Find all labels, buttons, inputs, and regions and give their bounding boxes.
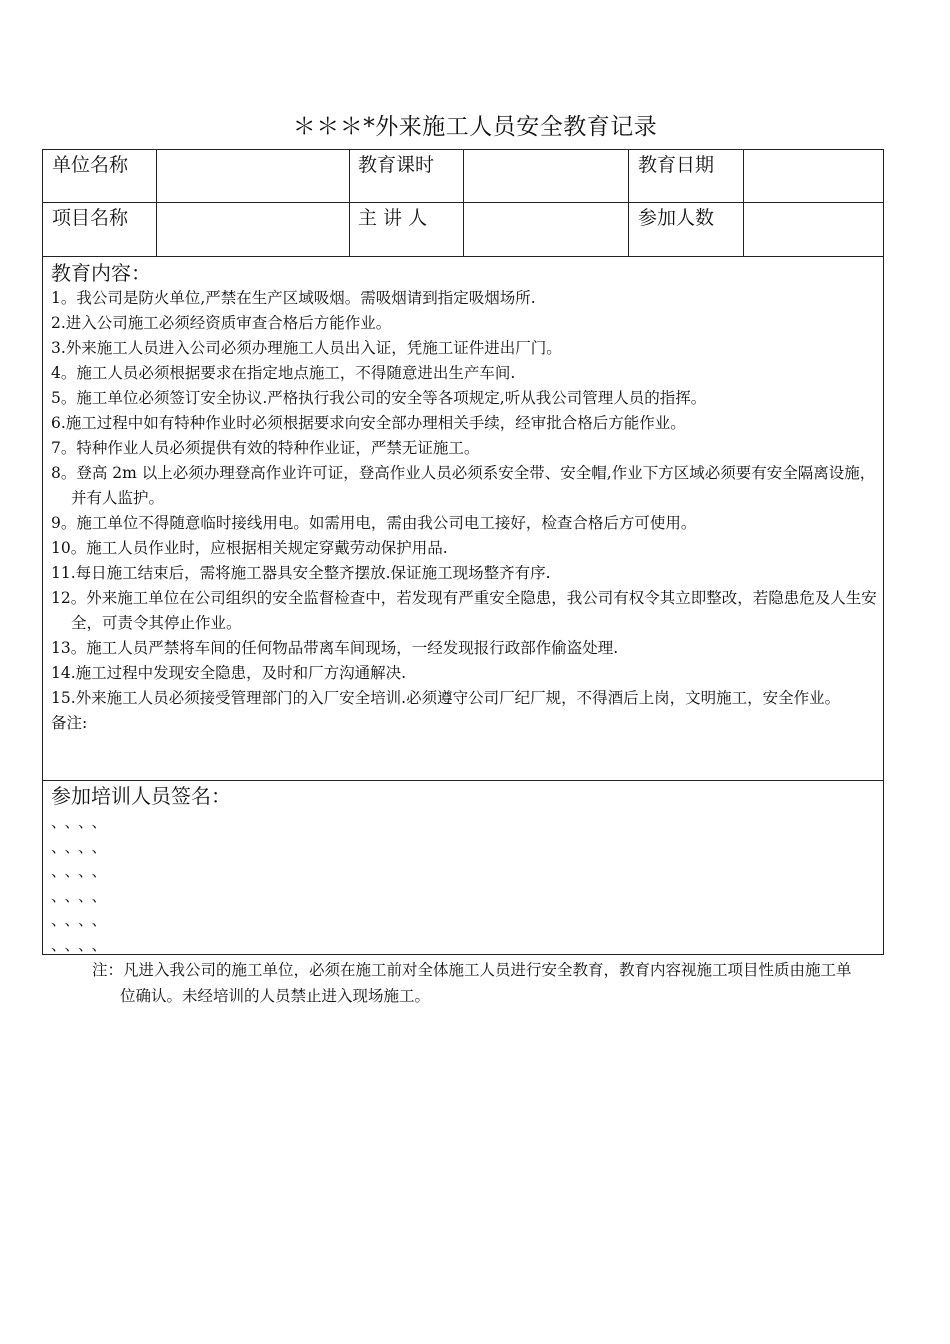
education-content-section — [51, 260, 877, 736]
edu-date-label: 教育日期 — [638, 154, 715, 176]
column-divider — [463, 150, 464, 256]
clause-item: 5。施工单位必须签订安全协议.严格执行我公司的安全等各项规定,听从我公司管理人员的指挥。 — [51, 389, 707, 407]
clause-item: 11.每日施工结束后，需将施工器具安全整齐摆放.保证施工现场整齐有序. — [51, 564, 551, 582]
edu-hours-label: 教育课时 — [358, 154, 435, 176]
signature-row: 、、、、 — [51, 813, 113, 831]
signature-row: 、、、、 — [51, 911, 113, 929]
project-name-label: 项目名称 — [52, 207, 129, 229]
participants-label: 参加人数 — [638, 207, 715, 229]
clause-item: 9。施工单位不得随意临时接线用电。如需用电，需由我公司电工接好，检查合格后方可使用。 — [51, 514, 697, 532]
document-title: ＊＊＊*外来施工人员安全教育记录 — [292, 114, 658, 140]
row-divider — [43, 256, 883, 257]
column-divider — [349, 150, 350, 256]
column-divider — [628, 150, 629, 256]
remark-label: 备注: — [51, 714, 88, 732]
signature-row: 、、、、 — [51, 935, 113, 954]
signature-row: 、、、、 — [51, 862, 113, 880]
signature-row: 、、、、 — [51, 886, 113, 905]
clause-list — [51, 286, 877, 711]
clause-item: 13。施工人员严禁将车间的任何物品带离车间现场，一经发现报行政部作偷盗处理. — [51, 639, 619, 657]
clause-item: 7。特种作业人员必须提供有效的特种作业证，严禁无证施工。 — [51, 439, 480, 457]
signature-row: 、、、、 — [51, 837, 113, 856]
unit-name-label: 单位名称 — [52, 154, 129, 176]
clause-item: 1。我公司是防火单位,严禁在生产区域吸烟。需吸烟请到指定吸烟场所. — [51, 289, 536, 307]
clause-item: 14.施工过程中发现安全隐患，及时和厂方沟通解决. — [51, 664, 407, 682]
footnote: 注：凡进入我公司的施工单位，必须在施工前对全体施工人员进行安全教育，教育内容视施工项目性质由施工单位确认。未经培训的人员禁止进入现场施工。 — [92, 961, 852, 1005]
lecturer-label: 主 讲 人 — [358, 207, 428, 229]
signature-title: 参加培训人员签名： — [51, 784, 231, 808]
section-divider — [43, 780, 883, 781]
clause-item: 12。外来施工单位在公司组织的安全监督检查中，若发现有严重安全隐患，我公司有权令其立即整改，若隐患危及人生安全，可责令其停止作业。 — [51, 589, 877, 632]
clause-item: 2.进入公司施工必须经资质审查合格后方能作业。 — [51, 314, 392, 332]
column-divider — [743, 150, 744, 256]
clause-item: 15.外来施工人员必须接受管理部门的入厂安全培训.必须遵守公司厂纪厂规，不得酒后上岗，文明施工，安全作业。 — [51, 689, 841, 707]
education-content-title: 教育内容： — [51, 261, 151, 285]
clause-item: 10。施工人员作业时，应根据相关规定穿戴劳动保护用品. — [51, 539, 448, 557]
signature-section — [51, 782, 877, 957]
clause-item: 4。施工人员必须根据要求在指定地点施工，不得随意进出生产车间. — [51, 364, 516, 382]
clause-item: 3.外来施工人员进入公司必须办理施工人员出入证，凭施工证件进出厂门。 — [51, 339, 562, 357]
clause-item: 6.施工过程中如有特种作业时必须根据要求向安全部办理相关手续，经审批合格后方能作业。 — [51, 414, 686, 432]
clause-item: 8。登高 2m 以上必须办理登高作业许可证，登高作业人员必须系安全带、安全帽,作业下方区域必须要有安全隔离设施，并有人监护。 — [51, 464, 876, 507]
column-divider — [156, 150, 157, 256]
education-record-table — [42, 149, 884, 955]
